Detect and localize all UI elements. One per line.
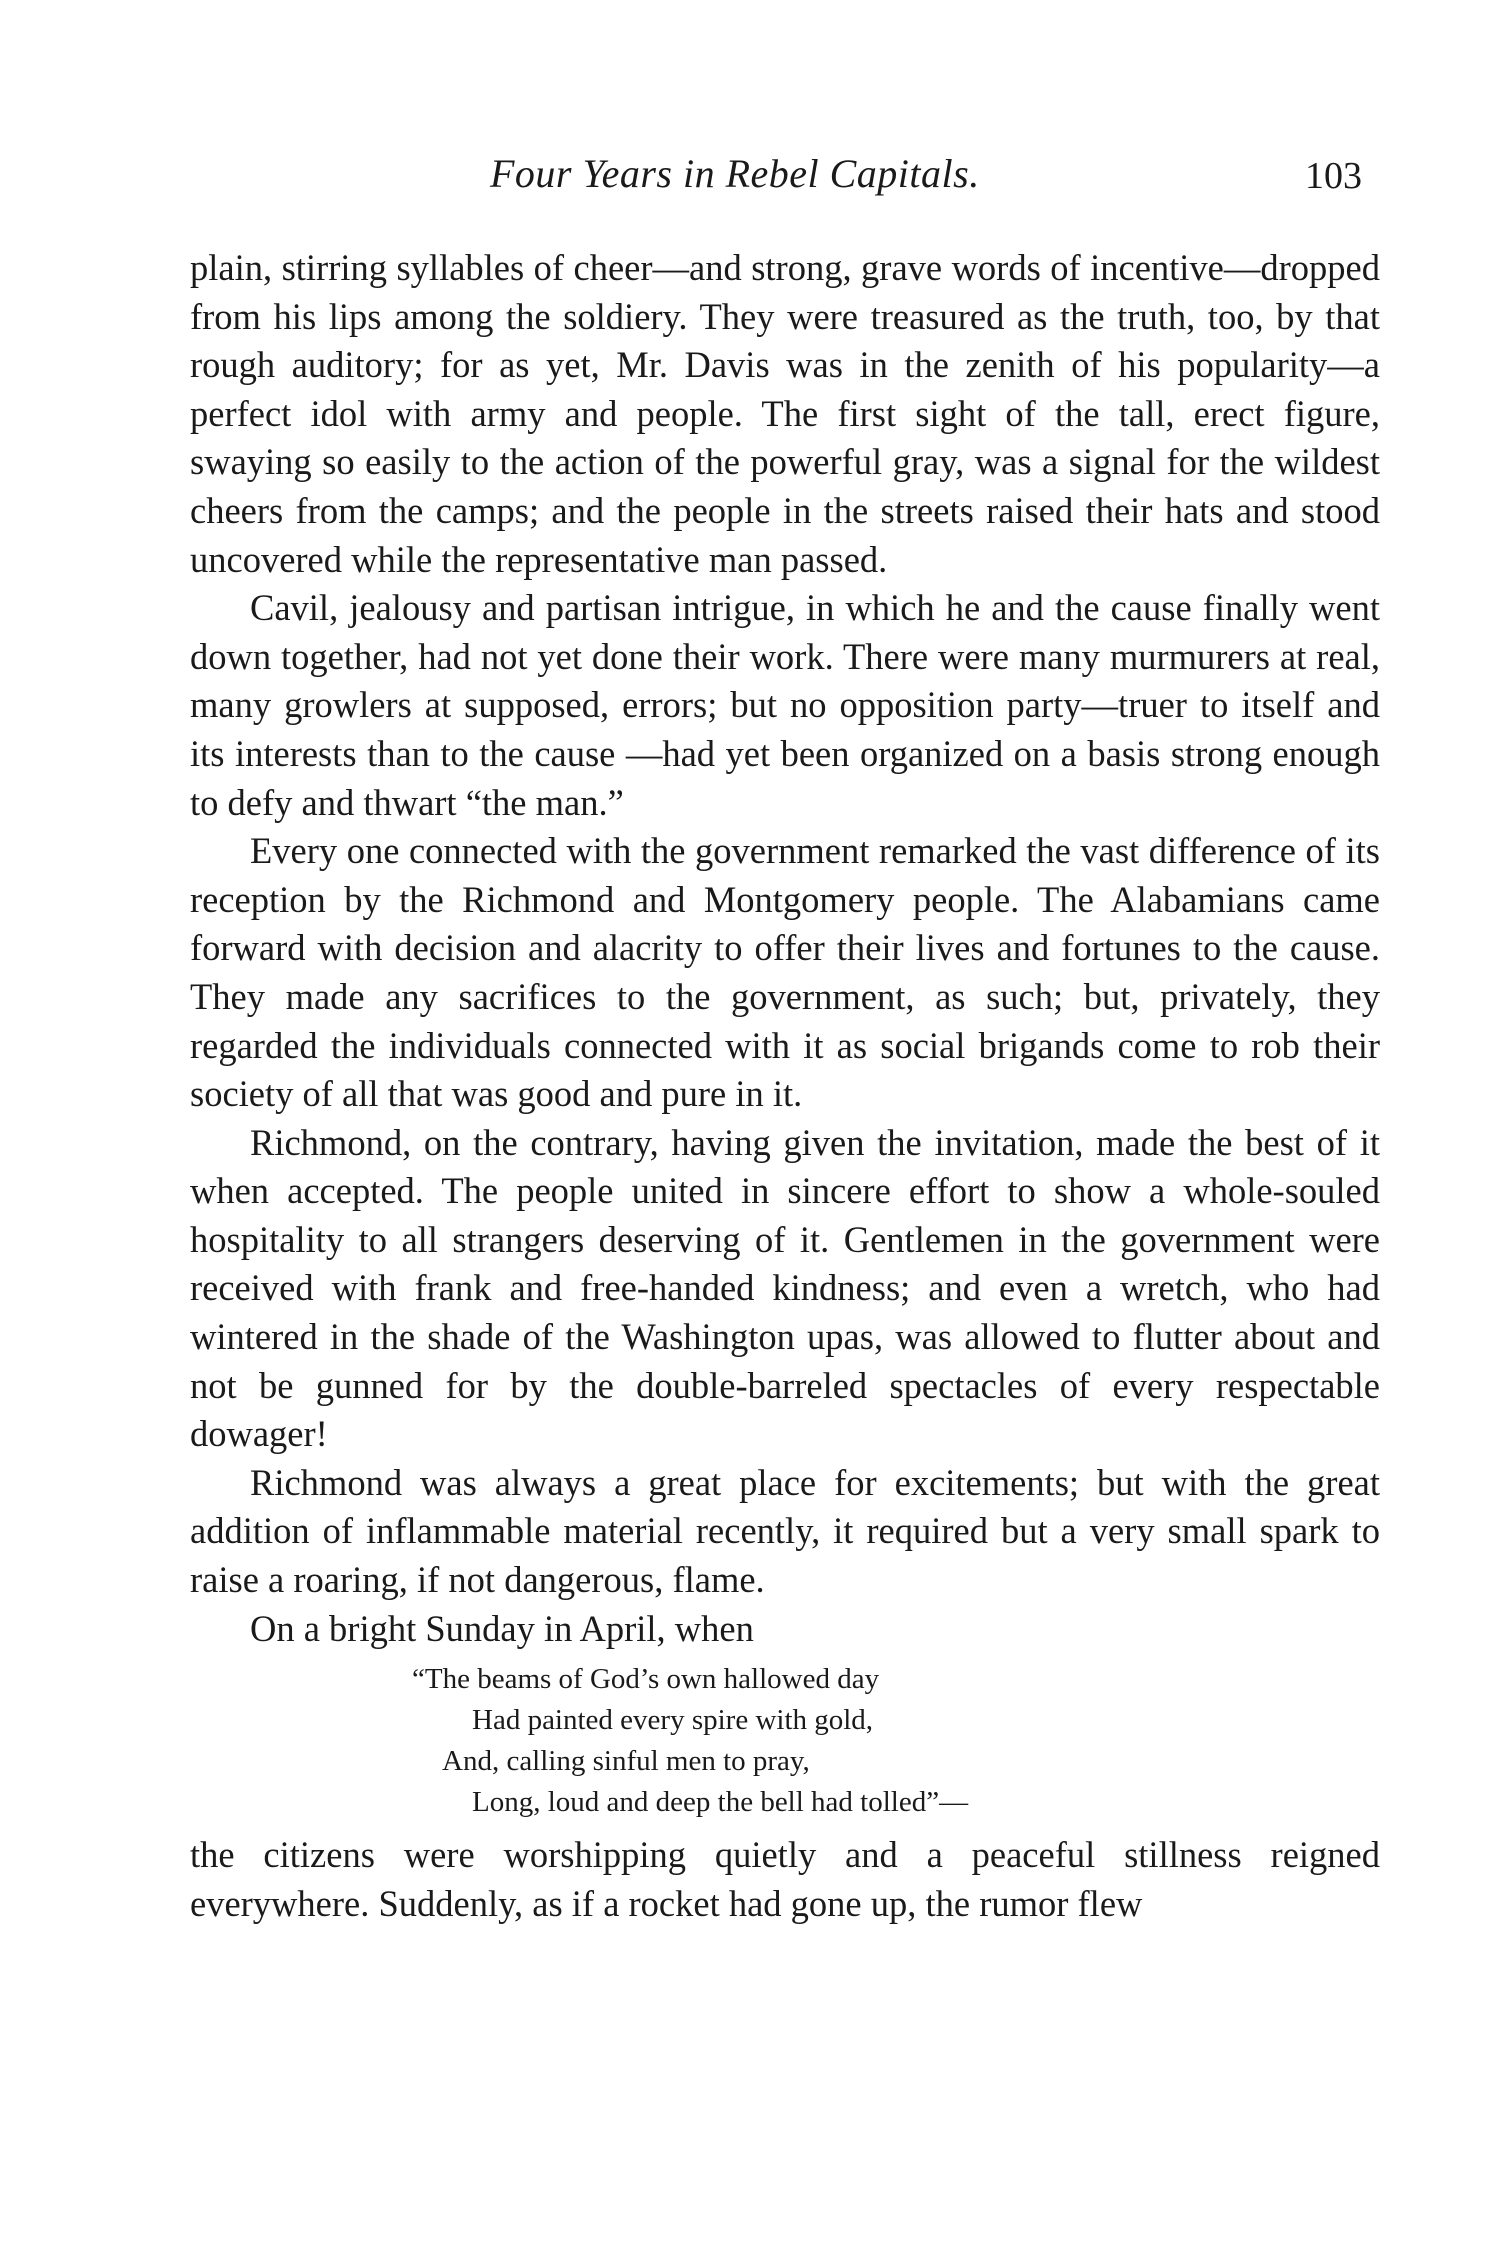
verse-line: Long, loud and deep the bell had tolled”—	[472, 1786, 969, 1819]
verse-line: “The beams of God’s own hallowed day	[412, 1663, 880, 1696]
paragraph: Richmond was always a great place for excitements; but with the great addition of inflammable material recently, it required but a very small spark to raise a roaring, if not dangerous, flame.	[190, 1461, 1380, 1601]
verse-quotation	[190, 1659, 1380, 1823]
running-title: Four Years in Rebel Capitals.	[490, 151, 980, 196]
paragraph-after-verse: the citizens were worshipping quietly and a peaceful stillness reigned everywhere. Suddenly, as if a rocket had gone up, the rumor flew	[190, 1834, 1380, 1924]
verse-line: And, calling sinful men to pray,	[442, 1745, 810, 1778]
paragraph: Richmond, on the contrary, having given the invitation, made the best of it when accepted. The people united in sincere effort to show a whole-souled hospitality to all strangers deserving of it. Gentlemen in the government were received with frank and free-handed kindness; and even a wretch, who had wintered in the shade of the Washington upas, was allowed to flutter about and not be gunned for by the double-barreled spectacles of every respectable dowager!	[190, 1121, 1380, 1455]
page-header	[190, 150, 1380, 200]
body-text	[190, 244, 1380, 1928]
paragraph: On a bright Sunday in April, when	[250, 1607, 754, 1649]
paragraph-continued: plain, stirring syllables of cheer—and strong, grave words of incentive—dropped from his lips among the soldiery. They were treasured as the truth, too, by that rough auditory; for as yet, Mr. Davis was in the zenith of his popularity—a perfect idol with army and people. The first sight of the tall, erect figure, swaying so easily to the action of the powerful gray, was a signal for the wildest cheers from the camps; and the people in the streets raised their hats and stood uncovered while the representative man passed.	[190, 247, 1380, 580]
paragraph: Every one connected with the government remarked the vast difference of its reception by the Richmond and Montgomery people. The Alabamians came forward with decision and alacrity to offer their lives and fortunes to the cause. They made any sacrifices to the government, as such; but, privately, they regarded the individuals connected with it as social brigands come to rob their society of all that was good and pure in it.	[190, 830, 1380, 1115]
page-number: 103	[1305, 155, 1362, 197]
verse-line: Had painted every spire with gold,	[472, 1704, 874, 1737]
paragraph: Cavil, jealousy and partisan intrigue, in which he and the cause finally went down together, had not yet done their work. There were many murmurers at real, many growlers at supposed, errors; but no opposition party—truer to itself and its interests than to the cause —had yet been organized on a basis strong enough to defy and thwart “the man.”	[190, 587, 1380, 823]
